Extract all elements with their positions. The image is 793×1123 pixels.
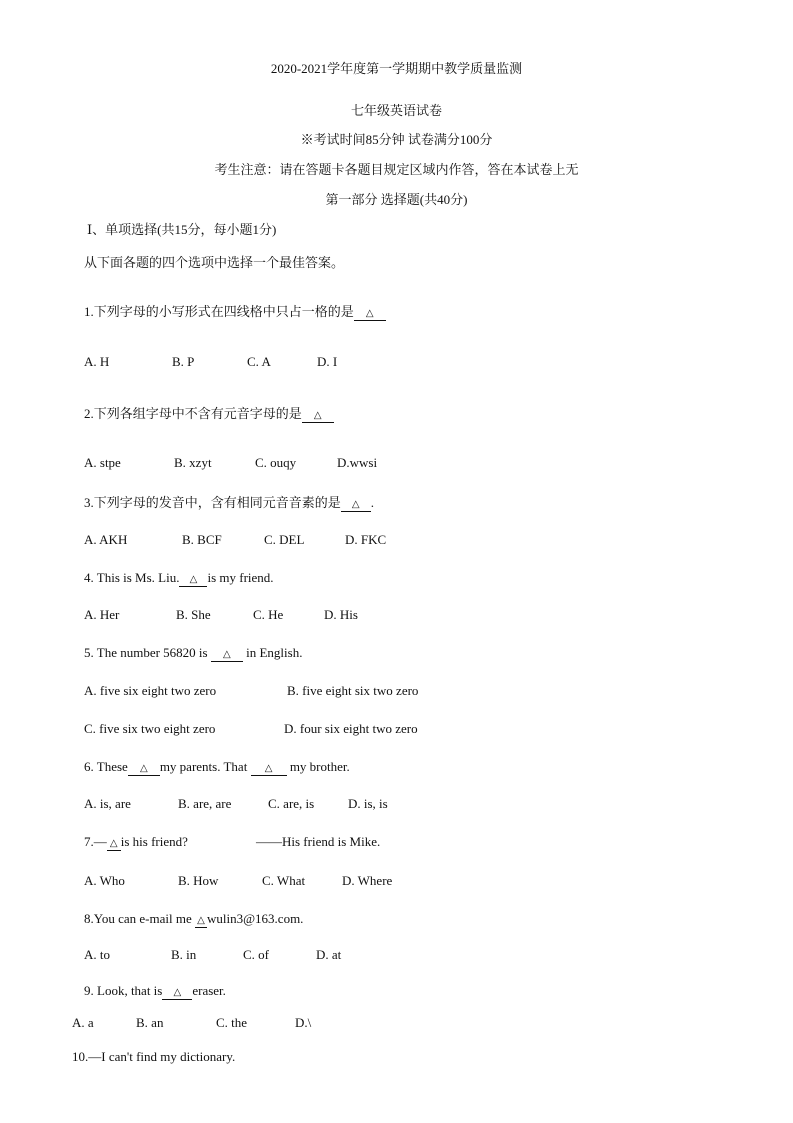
question-6-tail: my brother.: [289, 759, 350, 774]
exam-notice: 考生注意：请在答题卡各题目规定区域内作答，答在本试卷上无: [214, 162, 579, 177]
option-b: B. xzyt: [174, 455, 212, 470]
section-heading: Ⅰ、单项选择(共15分，每小题1分): [87, 222, 277, 237]
section-instruction: 从下面各题的四个选项中选择一个最佳答案。: [84, 255, 345, 270]
question-8: [84, 911, 303, 928]
option-b: B. She: [176, 607, 211, 622]
option-d: D.\: [295, 1015, 312, 1030]
question-7-reply: ——His friend is Mike.: [256, 834, 381, 849]
option-c: C. A: [247, 354, 271, 369]
question-5: [84, 645, 302, 662]
option-a: A. Who: [84, 873, 125, 888]
question-6-middle: my parents. That: [159, 759, 248, 774]
option-a: A. Her: [84, 607, 120, 622]
option-b: B. How: [178, 873, 219, 888]
question-7-stem: 7.—: [84, 834, 107, 849]
option-a: A. stpe: [84, 455, 121, 470]
option-b: B. five eight six two zero: [287, 683, 419, 698]
option-c: C. ouqy: [255, 455, 297, 470]
question-5-stem: 5. The number 56820 is: [84, 645, 208, 660]
option-c: C. of: [243, 947, 269, 962]
question-8-tail: wulin3@163.com.: [206, 911, 304, 926]
question-3-tail: .: [370, 495, 375, 510]
option-d: D. is, is: [348, 796, 388, 811]
question-5-tail: in English.: [246, 645, 303, 660]
option-a: A. a: [72, 1015, 94, 1030]
option-c: C. DEL: [264, 532, 305, 547]
question-9-tail: eraser.: [192, 983, 226, 998]
option-d: D. I: [317, 354, 338, 369]
question-7: [84, 834, 188, 851]
option-d: D. at: [316, 947, 342, 962]
part-title: 第一部分 选择题(共40分): [325, 192, 468, 207]
exam-time-note: ※考试时间85分钟 试卷满分100分: [300, 132, 493, 147]
question-3: [84, 495, 374, 512]
question-2-stem: 2.下列各组字母中不含有元音字母的是: [84, 406, 302, 421]
option-a: A. is, are: [84, 796, 131, 811]
question-3-stem: 3.下列字母的发音中，含有相同元音音素的是: [84, 495, 341, 510]
question-6-stem: 6. These: [84, 759, 128, 774]
option-a: A. to: [84, 947, 110, 962]
question-6: [84, 759, 350, 776]
option-d: D. FKC: [345, 532, 387, 547]
exam-subject: 七年级英语试卷: [350, 103, 442, 118]
option-b: B. in: [171, 947, 197, 962]
answer-blank: △: [107, 838, 121, 851]
question-8-stem: 8.You can e-mail me: [84, 911, 192, 926]
option-b: B. an: [136, 1015, 164, 1030]
question-1-stem: 1.下列字母的小写形式在四线格中只占一格的是: [84, 304, 354, 319]
answer-blank: △: [162, 987, 192, 1000]
answer-blank: △: [195, 915, 207, 928]
option-b: B. BCF: [182, 532, 222, 547]
question-1: [84, 304, 386, 321]
answer-blank: △: [128, 763, 160, 776]
question-2: [84, 406, 334, 423]
option-b: B. P: [172, 354, 195, 369]
option-d: D.wwsi: [337, 455, 378, 470]
question-4-stem: 4. This is Ms. Liu.: [84, 570, 180, 585]
option-a: A. five six eight two zero: [84, 683, 217, 698]
question-4: [84, 570, 274, 587]
answer-blank: △: [179, 574, 207, 587]
question-9-stem: 9. Look, that is: [84, 983, 163, 998]
question-4-tail: is my friend.: [207, 570, 274, 585]
option-d: D. Where: [342, 873, 393, 888]
option-d: D. His: [324, 607, 358, 622]
answer-blank: △: [341, 499, 371, 512]
question-7-tail: is his friend?: [120, 834, 188, 849]
option-c: C. five six two eight zero: [84, 721, 216, 736]
option-a: A. H: [84, 354, 110, 369]
option-c: C. He: [253, 607, 284, 622]
question-9: [84, 983, 226, 1000]
option-b: B. are, are: [178, 796, 232, 811]
option-c: C. What: [262, 873, 306, 888]
option-c: C. are, is: [268, 796, 315, 811]
question-10: 10.—I can't find my dictionary.: [72, 1049, 236, 1064]
answer-blank: △: [302, 410, 334, 423]
exam-title: 2020-2021学年度第一学期期中教学质量监测: [270, 61, 523, 76]
answer-blank: △: [354, 308, 386, 321]
option-c: C. the: [216, 1015, 248, 1030]
option-a: A. AKH: [84, 532, 128, 547]
answer-blank: △: [211, 649, 243, 662]
answer-blank: △: [251, 763, 287, 776]
option-d: D. four six eight two zero: [284, 721, 418, 736]
